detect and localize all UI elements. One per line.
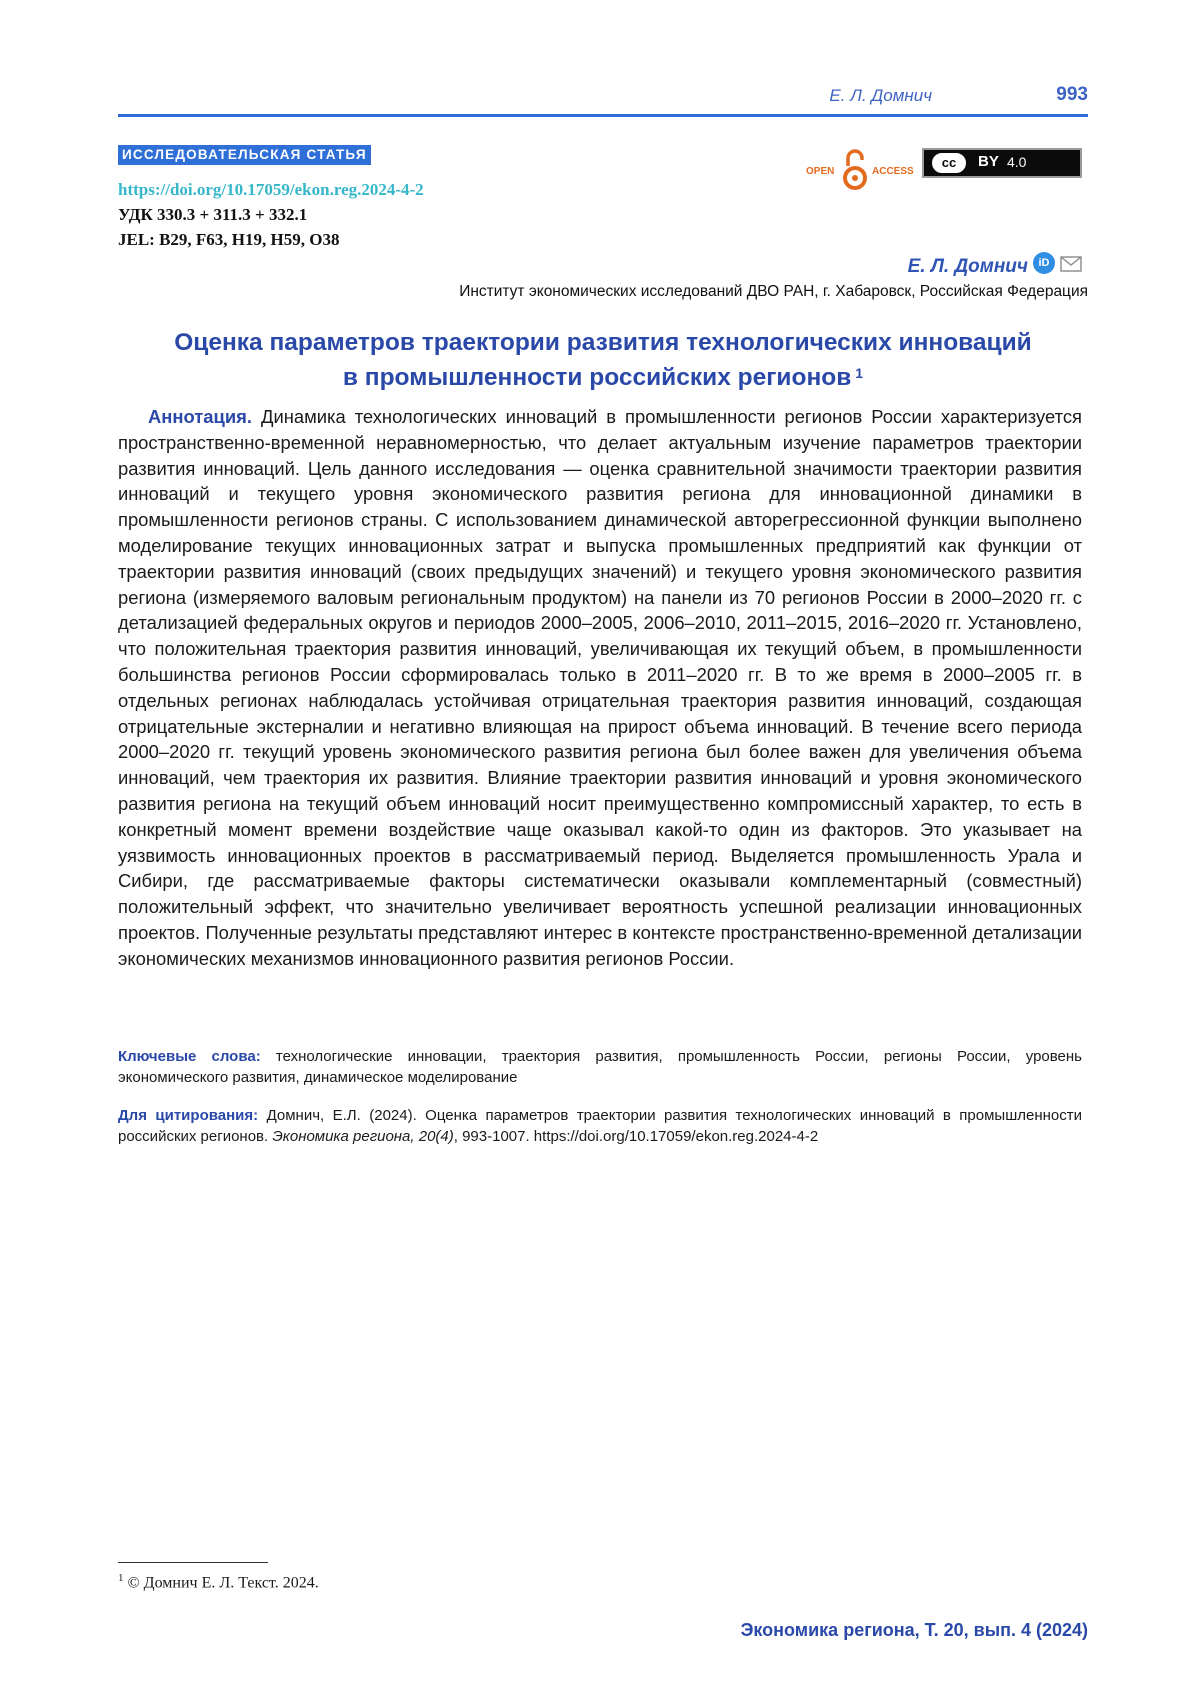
creative-commons-icon: cc (930, 151, 968, 175)
article-title (118, 325, 1088, 395)
jel-codes: JEL: B29, F63, H19, H59, O38 (118, 230, 340, 249)
citation-pages-doi[interactable]: , 993-1007. https://doi.org/10.17059/ekon.reg.2024-4-2 (453, 1128, 819, 1145)
header-rule (118, 114, 1088, 117)
open-access-access-text: ACCESS (872, 166, 914, 177)
page-number: 993 (1056, 84, 1088, 105)
citation-label: Для цитирования: (118, 1107, 259, 1124)
journal-footer: Экономика региона, Т. 20, вып. 4 (2024) (740, 1620, 1088, 1640)
author-name: Е. Л. Домнич (907, 256, 1028, 277)
title-footnote-mark[interactable]: 1 (855, 365, 864, 381)
abstract-label: Аннотация. (148, 406, 252, 427)
udc-code: УДК 330.3 + 311.3 + 332.1 (118, 205, 308, 224)
citation-journal: Экономика региона, 20(4) (272, 1128, 454, 1145)
keywords-label: Ключевые слова: (118, 1048, 261, 1065)
open-access-open-text: OPEN (806, 166, 835, 177)
article-type-label: ИССЛЕДОВАТЕЛЬСКАЯ СТАТЬЯ (118, 145, 371, 165)
title-line-2-text: в промышленности российских регионов (342, 364, 852, 391)
abstract-text: Динамика технологических инноваций в промышленности регионов России характеризуется пространственно-временной неравномерностью, что делает актуальным изучение параметров траектории развития инноваций. Цель данного исследования — оценка сравнительной значимости траектории развития инноваций и текущего уровня экономического развития региона для инновационной динамики в промышленности регионов страны. С использованием динамической авторегрессионной функции выполнено моделирование текущих инновационных затрат и выпуска промышленных предприятий как функции от траектории развития инноваций (своих предыдущих значений) и текущего уровня экономического развития региона (измеряемого валовым региональным продуктом) на панели из 70 регионов России в 2000–2020 гг. с детализацией федеральных округов и периодов 2000–2005, 2006–2010, 2011–2015, 2016–2020 гг. Установлено, что положительная траектория развития инноваций, увеличивающая их текущий объем, в промышленности большинства регионов России сформировалась только в 2011–2020 гг. В то же время в 2000–2005 гг. в отдельных регионах наблюдалась устойчивая отрицательная траектория развития инноваций, создающая отрицательные экстерналии и негативно влияющая на прирост объема инноваций. В течение всего периода 2000–2020 гг. текущий уровень экономического развития региона был более важен для увеличения объема инноваций, чем траектория их развития. Влияние траектории развития инноваций и уровня экономического развития региона на текущий объем инноваций носит преимущественно компромиссный характер, то есть в конкретный момент времени воздействие чаще оказывал какой-то один из факторов. Это указывает на уязвимость инновационных проектов в рассматриваемый период. Выделяется промышленность Урала и Сибири, где рассматриваемые факторы систематически оказывали комплементарный (совместный) положительный эффект, что значительно увеличивает вероятность успешной реализации инновационных проектов. Полученные результаты представляют интерес в контексте пространственно-временной детализации экономических механизмов инновационного развития регионов России. (118, 406, 1082, 969)
title-line-2 (118, 360, 1088, 395)
mail-icon[interactable] (1060, 256, 1082, 272)
orcid-icon[interactable]: iD (1033, 252, 1055, 274)
footnote-mark: 1 (118, 1572, 124, 1584)
citation-text: Домнич, Е.Л. (2024). Оценка параметров траектории развития технологических инноваций в промышленности российских регионов. (118, 1107, 1082, 1145)
keywords (118, 1046, 1082, 1088)
open-access-badge (806, 148, 926, 192)
title-line-1: Оценка параметров траектории развития технологических инноваций (174, 329, 1032, 356)
footnote (118, 1572, 319, 1592)
footnote-text: © Домнич Е. Л. Текст. 2024. (127, 1574, 319, 1592)
abstract (118, 404, 1082, 972)
citation (118, 1105, 1082, 1147)
cc-version-label: 4.0 (1007, 154, 1027, 170)
doi-link[interactable]: https://doi.org/10.17059/ekon.reg.2024-4-2 (118, 180, 424, 199)
open-access-lock-icon (842, 148, 868, 192)
cc-license-badge[interactable] (922, 148, 1082, 178)
author-affiliation: Институт экономических исследований ДВО РАН, г. Хабаровск, Российская Федерация (459, 283, 1088, 300)
cc-by-label: BY (978, 153, 999, 170)
running-header-author: Е. Л. Домнич (829, 86, 932, 105)
keywords-text: технологические инновации, траектория развития, промышленность России, регионы России, уровень экономического развития, динамическое моделирование (118, 1048, 1082, 1086)
footnote-rule (118, 1562, 268, 1563)
